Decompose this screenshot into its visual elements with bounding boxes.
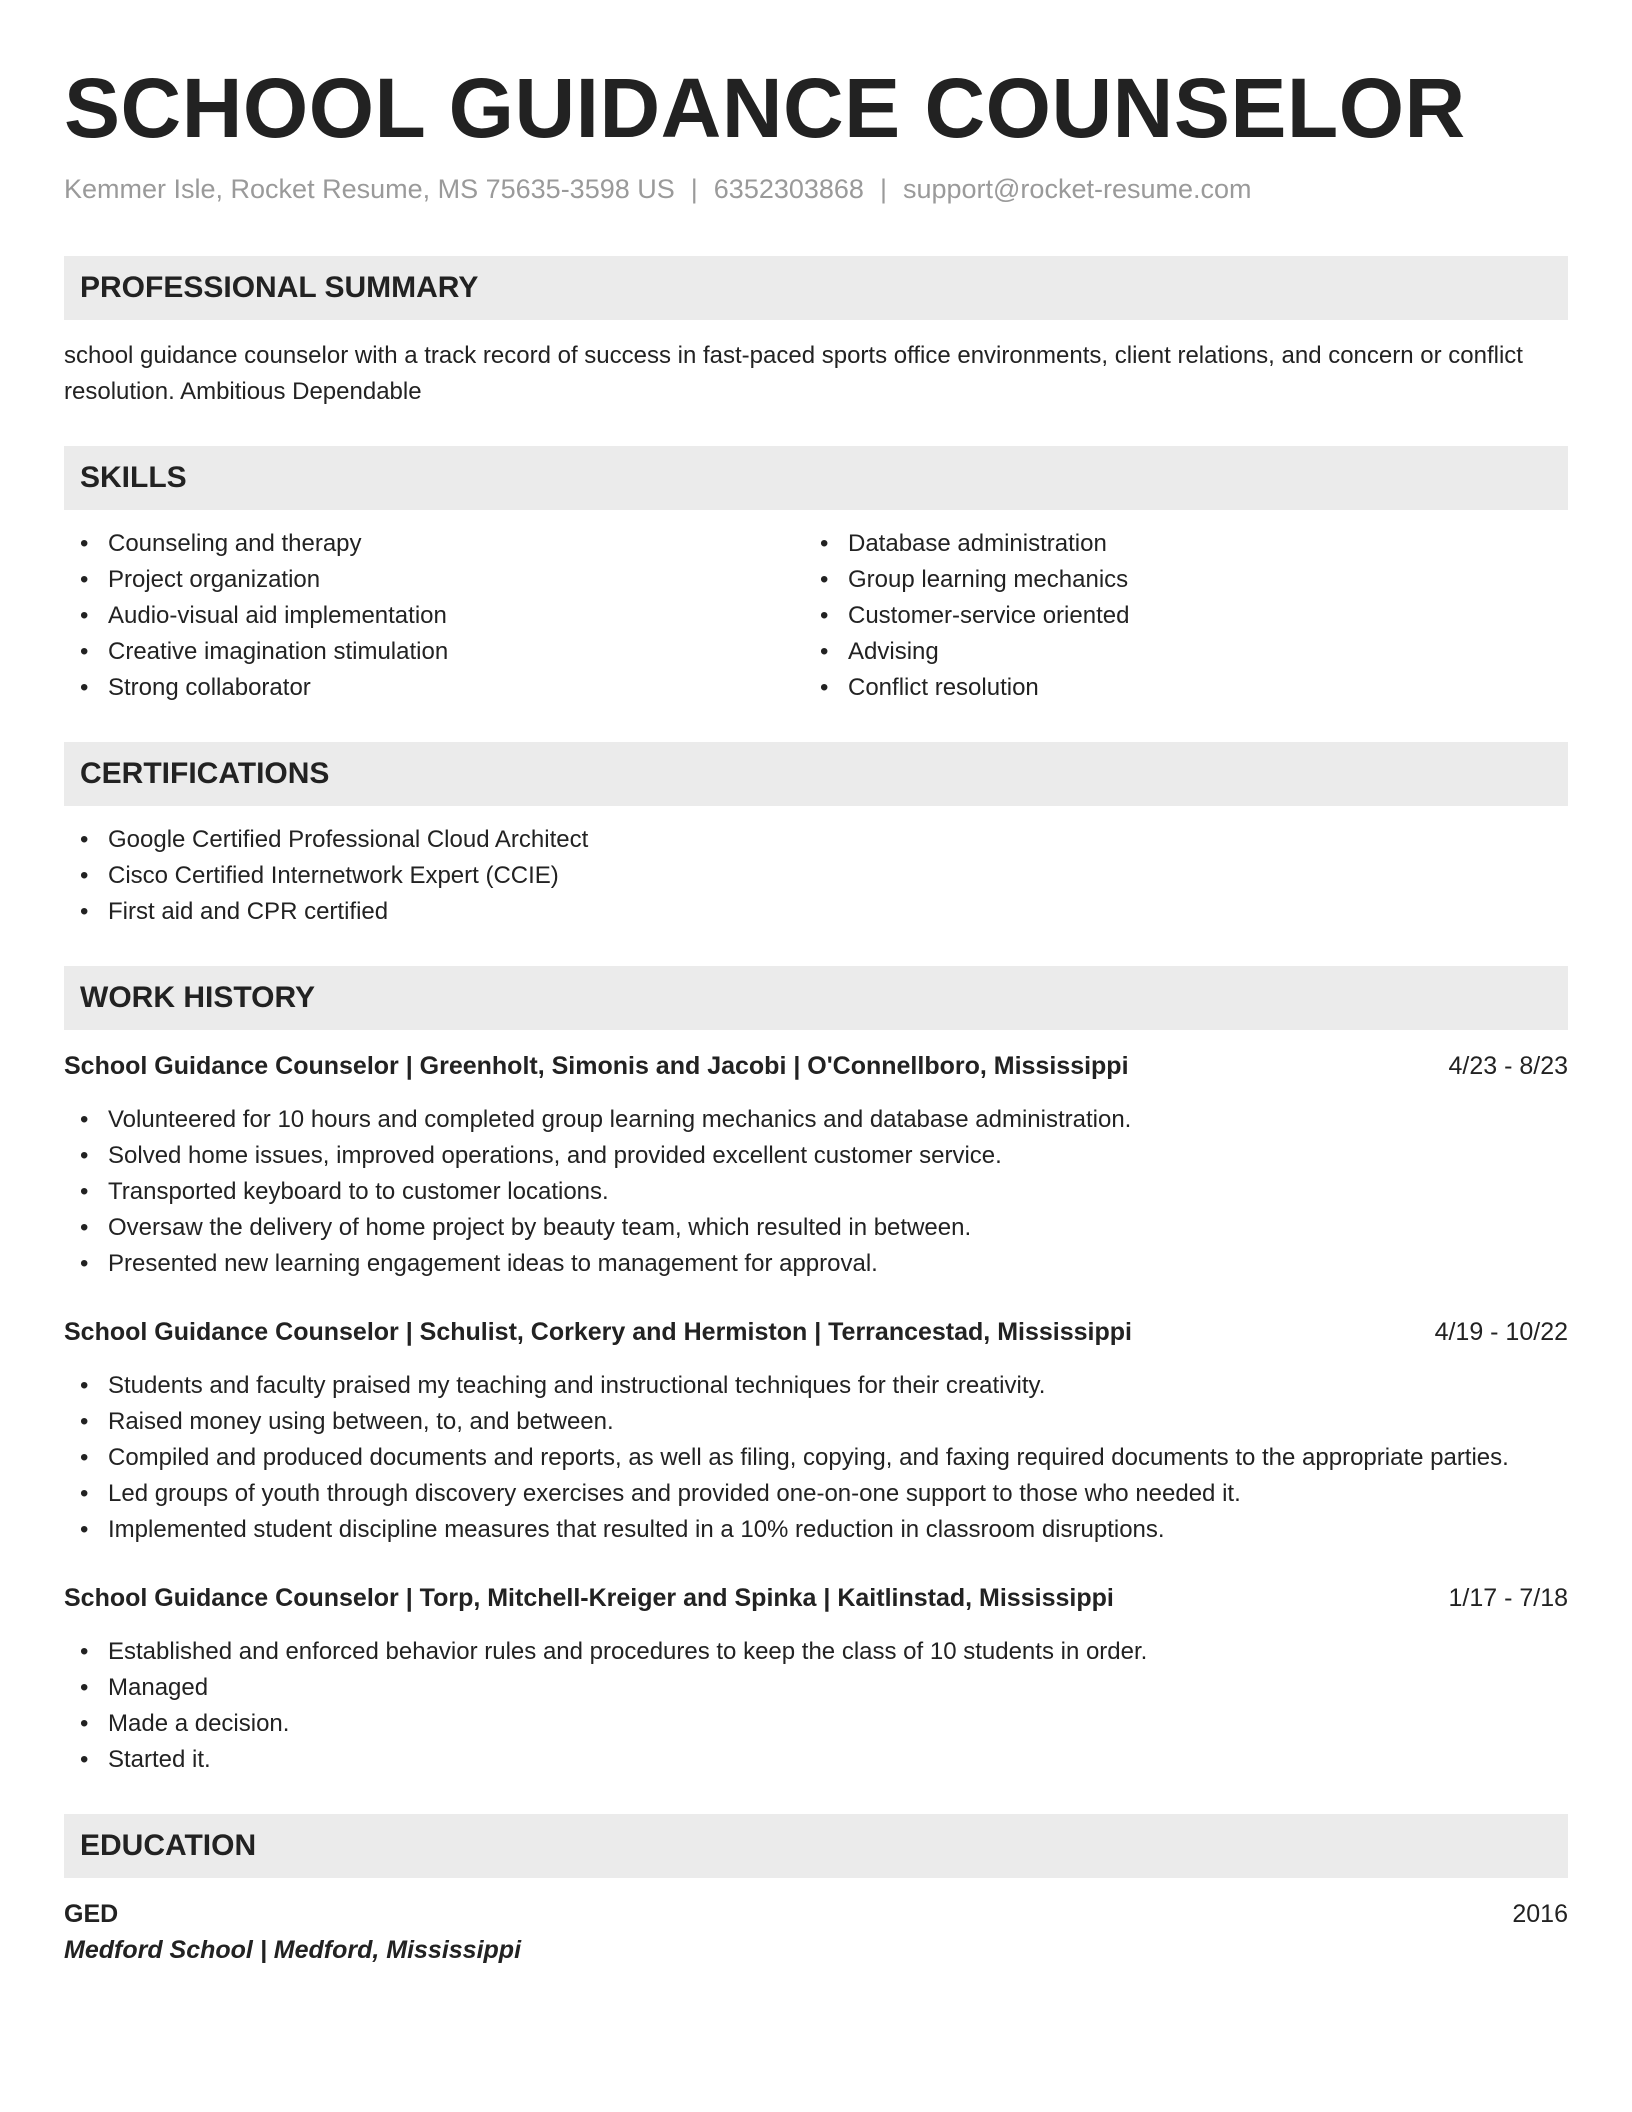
skill-item: • Conflict resolution — [820, 674, 1039, 701]
section-heading-education: EDUCATION — [64, 1814, 1568, 1878]
job-entry — [64, 1314, 1568, 1548]
job-dates: 1/17 - 7/18 — [1448, 1584, 1568, 1612]
job-entry — [64, 1048, 1568, 1282]
job-bullets — [64, 1634, 1568, 1778]
job-bullet: • Transported keyboard to to customer locations. — [80, 1178, 609, 1205]
job-bullet: • Oversaw the delivery of home project by beauty team, which resulted in between. — [80, 1214, 972, 1241]
job-dates: 4/23 - 8/23 — [1448, 1052, 1568, 1080]
skill-item: • Counseling and therapy — [80, 530, 362, 557]
certification-item: • Cisco Certified Internetwork Expert (CCIE) — [80, 862, 559, 889]
skill-item: • Project organization — [80, 566, 321, 593]
job-bullet: • Managed — [80, 1674, 209, 1701]
certifications-list — [64, 822, 1568, 930]
job-bullet: • Raised money using between, to, and between. — [80, 1408, 614, 1435]
job-title: School Guidance Counselor | Torp, Mitchell-Kreiger and Spinka | Kaitlinstad, Mississippi — [64, 1584, 1114, 1612]
job-header — [64, 1314, 1568, 1350]
certification-item: • Google Certified Professional Cloud Architect — [80, 826, 589, 853]
job-entry — [64, 1580, 1568, 1778]
job-bullet: • Presented new learning engagement ideas to management for approval. — [80, 1250, 878, 1277]
summary-text: school guidance counselor with a track record of success in fast-paced sports office environments, client relations, and concern or conflict resolution. Ambitious Dependable — [64, 342, 1523, 405]
section-heading-work-history: WORK HISTORY — [64, 966, 1568, 1030]
job-title: School Guidance Counselor | Greenholt, Simonis and Jacobi | O'Connellboro, Mississippi — [64, 1052, 1129, 1080]
section-heading-certifications: CERTIFICATIONS — [64, 742, 1568, 806]
skill-item: • Advising — [820, 638, 939, 665]
job-header — [64, 1580, 1568, 1616]
education-header — [64, 1896, 1568, 1932]
skill-item: • Creative imagination stimulation — [80, 638, 449, 665]
skills-column-left — [64, 526, 804, 706]
education-year: 2016 — [1512, 1900, 1568, 1928]
contact-separator: | — [879, 174, 887, 204]
job-dates: 4/19 - 10/22 — [1434, 1318, 1568, 1346]
contact-email: support@rocket-resume.com — [902, 174, 1252, 204]
job-bullet: • Made a decision. — [80, 1710, 290, 1737]
job-bullet: • Solved home issues, improved operations, and provided excellent customer service. — [80, 1142, 1002, 1169]
job-bullet: • Students and faculty praised my teaching and instructional techniques for their creativity. — [80, 1372, 1046, 1399]
contact-phone: 6352303868 — [713, 174, 864, 204]
job-bullets — [64, 1102, 1568, 1282]
certification-item: • First aid and CPR certified — [80, 898, 389, 925]
contact-separator: | — [690, 174, 698, 204]
education-degree: GED — [64, 1900, 119, 1928]
contact-address: Kemmer Isle, Rocket Resume, MS 75635-3598 US — [64, 174, 675, 204]
job-bullet: • Led groups of youth through discovery exercises and provided one-on-one support to those who needed it. — [80, 1480, 1241, 1507]
education-entry — [64, 1896, 1568, 1968]
job-bullet: • Volunteered for 10 hours and completed group learning mechanics and database administration. — [80, 1106, 1132, 1133]
skills-column-right — [804, 526, 1544, 706]
job-bullet: • Compiled and produced documents and reports, as well as filing, copying, and faxing required documents to the appropriate parties. — [80, 1444, 1509, 1471]
skill-item: • Audio-visual aid implementation — [80, 602, 447, 629]
contact-line — [64, 172, 1568, 206]
job-bullets — [64, 1368, 1568, 1548]
job-bullet: • Implemented student discipline measures that resulted in a 10% reduction in classroom disruptions. — [80, 1516, 1165, 1543]
education-school: Medford School | Medford, Mississippi — [64, 1936, 522, 1964]
skills-list — [64, 526, 1568, 706]
job-title: School Guidance Counselor | Schulist, Corkery and Hermiston | Terrancestad, Mississippi — [64, 1318, 1132, 1346]
skill-item: • Group learning mechanics — [820, 566, 1129, 593]
section-heading-summary: PROFESSIONAL SUMMARY — [64, 256, 1568, 320]
section-heading-skills: SKILLS — [64, 446, 1568, 510]
job-header — [64, 1048, 1568, 1084]
skill-item: • Database administration — [820, 530, 1107, 557]
job-bullet: • Established and enforced behavior rules and procedures to keep the class of 10 students in order. — [80, 1638, 1148, 1665]
skill-item: • Strong collaborator — [80, 674, 311, 701]
candidate-name: SCHOOL GUIDANCE COUNSELOR — [64, 61, 1466, 155]
skill-item: • Customer-service oriented — [820, 602, 1130, 629]
job-bullet: • Started it. — [80, 1746, 211, 1773]
